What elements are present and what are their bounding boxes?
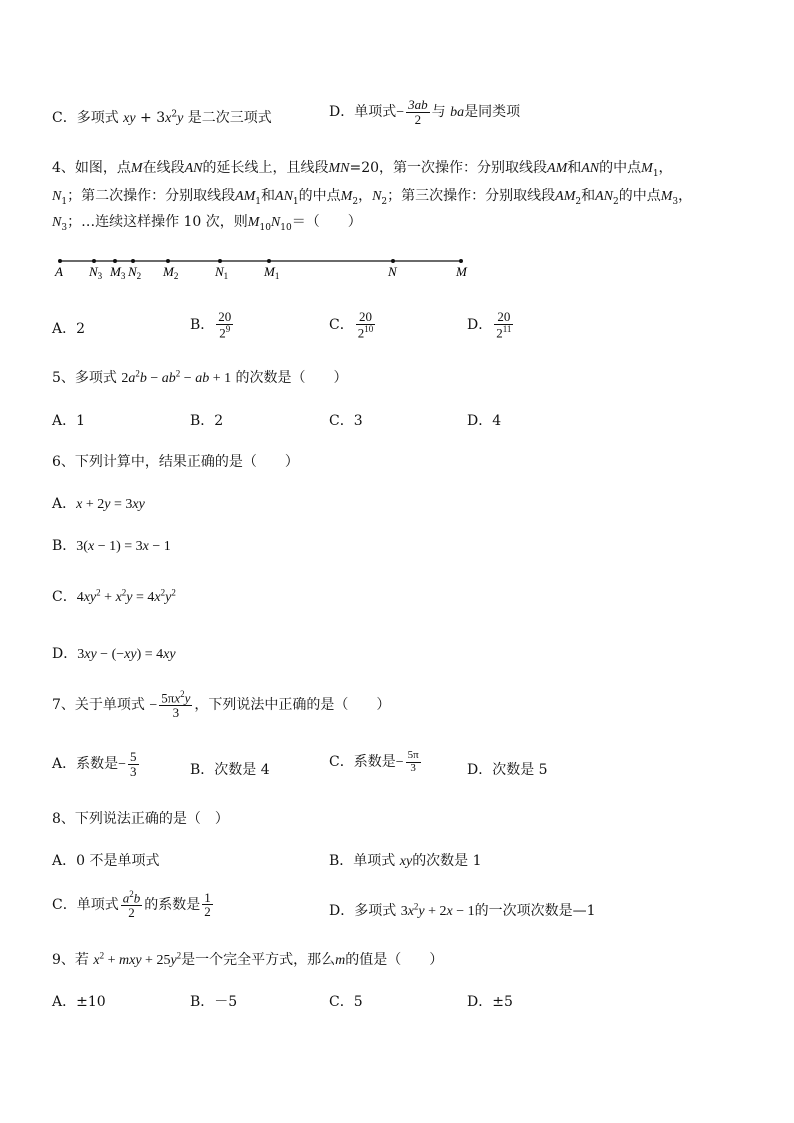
q5-stem: 5、多项式 $2a^2b - ab^2$ − ab + 1 的次数是（ ）	[52, 368, 348, 386]
label-n: N	[388, 264, 397, 279]
q4-option-b: B． $\frac{20}{2^9}$	[190, 309, 232, 340]
figure-labels	[54, 264, 468, 281]
q7-option-d: D．次数是 5	[467, 762, 548, 778]
q4-option-d: D． $\frac{20}{2^{11}}$	[467, 309, 512, 340]
q4-stem-line2: $N_1$；第二次操作：分别取线段$AM_1$和$AN_1$的中点$M_2$，$N_2$；第三次操作：分别取线段$AM_2$和$AN_2$的中点$M_3$，	[52, 188, 693, 207]
point-m	[459, 259, 463, 263]
point-a	[58, 259, 62, 263]
q9-option-c: C．5	[329, 994, 363, 1010]
label-m2: $M_2$	[163, 264, 179, 281]
label-m3: $M_3$	[110, 264, 126, 281]
point-m3	[113, 259, 117, 263]
q4-stem-line1: 4、如图，点M在线段AN的延长线上，且线段MN=20，第一次操作：分别取线段AM和AN的中点$M_1$，	[52, 160, 673, 179]
q8-stem: 8、下列说法正确的是（ ）	[52, 811, 229, 827]
q4-stem-line3: $N_3$；…连续这样操作 10 次，则$M_{10}N_{10}=$（ ）	[52, 214, 362, 233]
q4-option-a: A．2	[52, 321, 86, 337]
q4-line-figure	[50, 254, 480, 284]
q5-option-a: A．1	[52, 413, 86, 429]
q7-option-a: A．系数是− $\frac{5}{3}$	[52, 749, 137, 779]
q3-option-c: C．多项式 xy + $3x^2y$ 是二次三项式	[52, 109, 272, 126]
label-n2: $N_2$	[128, 264, 142, 281]
q4-option-c: C． $\frac{20}{2^{10}}$	[329, 309, 374, 340]
q7-stem: 7、关于单项式 − $\frac{5\pi x^2y}{3}$ ，下列说法中正确的是（ ）	[52, 689, 391, 720]
q8-option-a: A．0 不是单项式	[52, 853, 160, 869]
q6-option-a: A．x + 2y = 3xy	[52, 496, 145, 512]
q8-option-d: D．多项式 $3x^2y + 2x - 1$的一次项次数是—1	[329, 901, 596, 919]
q7-option-c: C．系数是− $\frac{5\pi}{3}$	[329, 749, 419, 774]
point-n3	[92, 259, 96, 263]
q6-option-c: C．$4xy^2 + x^2y = 4x^2y^2$	[52, 587, 176, 605]
point-m2	[166, 259, 170, 263]
q6-option-d: D．3xy − (−xy) = 4xy	[52, 646, 176, 662]
q8-option-c: C．单项式 $\frac{a^2b}{2}$ 的系数是 $\frac{1}{2}$	[52, 889, 211, 920]
q5-option-c: C．3	[329, 413, 363, 429]
q8-option-b: B．单项式 xy的次数是 1	[329, 853, 482, 869]
label-n1: $N_1$	[215, 264, 229, 281]
q9-stem: 9、若 $x^2$ + mxy + $25y^2$是一个完全平方式，那么m的值是（ ）	[52, 950, 444, 968]
q9-option-b: B．－5	[190, 994, 238, 1010]
q9-option-d: D．±5	[467, 994, 513, 1010]
q9-option-a: A．±10	[52, 994, 106, 1010]
q5-option-d: D．4	[467, 413, 502, 429]
label-n3: $N_3$	[89, 264, 103, 281]
label-m: M	[456, 264, 467, 279]
q6-option-b: B．3(x − 1) = 3x − 1	[52, 538, 171, 554]
point-m1	[267, 259, 271, 263]
point-n	[391, 259, 395, 263]
q7-option-b: B．次数是 4	[190, 762, 270, 778]
q6-stem: 6、下列计算中，结果正确的是（ ）	[52, 454, 299, 470]
label-a: A	[55, 264, 63, 279]
point-n1	[218, 259, 222, 263]
q3-option-d: D．单项式− $\frac{3ab}{2}$ 与 ba是同类项	[329, 97, 521, 127]
label-m1: $M_1$	[264, 264, 280, 281]
q5-option-b: B．2	[190, 413, 224, 429]
point-n2	[131, 259, 135, 263]
